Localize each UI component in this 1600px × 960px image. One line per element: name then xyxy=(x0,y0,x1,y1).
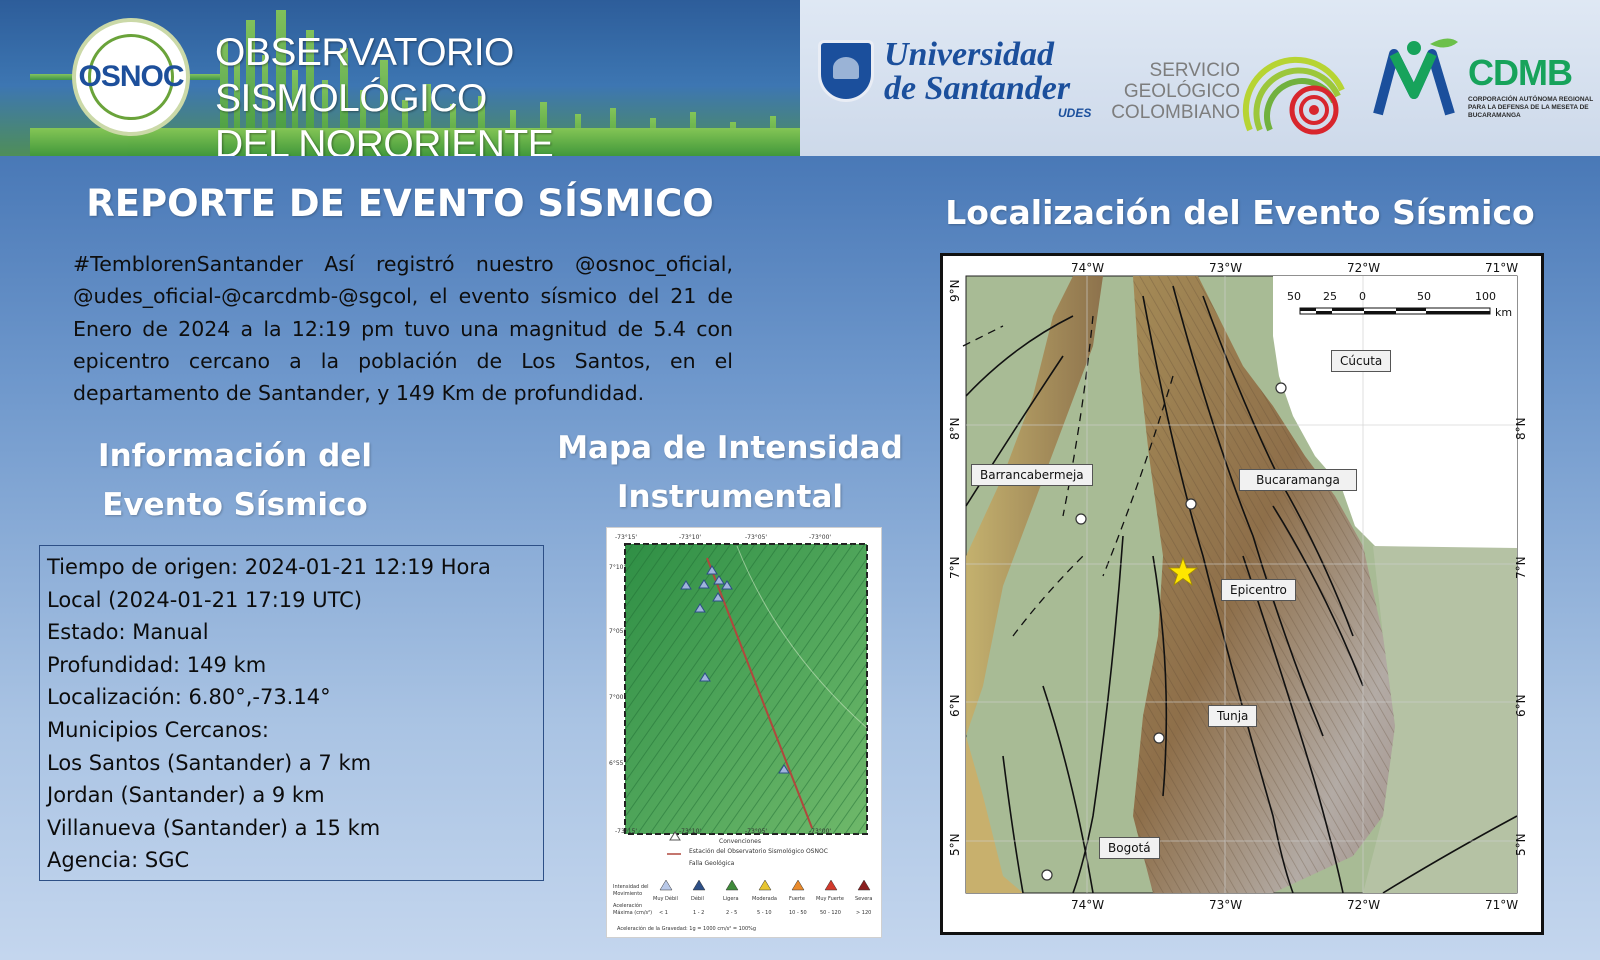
lon-label-top-71: 71°W xyxy=(1485,261,1519,275)
station-triangle-icon xyxy=(713,593,723,601)
legend-station-icon xyxy=(670,832,680,840)
info-line-villanueva: Villanueva (Santander) a 15 km xyxy=(47,815,381,840)
scale-label-50a: 50 xyxy=(1287,290,1301,303)
report-title: REPORTE DE EVENTO SÍSMICO xyxy=(86,182,714,225)
lon-label-bottom-74: 74°W xyxy=(1071,898,1105,912)
cdmb-logo xyxy=(1370,34,1594,134)
int-bottom-tick-1: -73°15' xyxy=(615,828,638,835)
lon-label-top-73: 73°W xyxy=(1209,261,1243,275)
level-triangle-ligera xyxy=(726,880,738,890)
station-triangle-icon xyxy=(699,580,709,588)
lon-label-bottom-71: 71°W xyxy=(1485,898,1519,912)
udes-shield-icon xyxy=(818,40,874,102)
lat-label-right-7: 7°N xyxy=(1514,556,1528,579)
legend-station-label: Estación del Observatorio Sismológico OSNOC xyxy=(689,848,828,855)
city-label-epicentro: Epicentro xyxy=(1221,579,1296,601)
city-label-bucaramanga: Bucaramanga xyxy=(1239,469,1357,491)
event-info-title-line2: Evento Sísmico xyxy=(102,487,368,523)
legend-intensity-row-label: Intensidad del Movimiento xyxy=(613,884,649,897)
city-label-cucuta: Cúcuta xyxy=(1331,350,1391,372)
conventions-title: Convenciones xyxy=(719,838,761,845)
lon-label-bottom-73: 73°W xyxy=(1209,898,1243,912)
lat-label-left-7: 7°N xyxy=(948,556,962,579)
level-range-5: 10 - 50 xyxy=(789,910,807,916)
station-triangle-icon xyxy=(707,566,717,574)
info-line-location: Localización: 6.80°,-73.14° xyxy=(47,685,331,710)
scale-label-25: 25 xyxy=(1323,290,1337,303)
info-line-depth: Profundidad: 149 km xyxy=(47,652,267,677)
sgc-line3: COLOMBIANO xyxy=(1111,102,1240,123)
lat-label-right-8: 8°N xyxy=(1514,417,1528,440)
info-line-los-santos: Los Santos (Santander) a 7 km xyxy=(47,750,372,775)
level-name-6: Muy Fuerte xyxy=(816,896,844,902)
legend-fault-label: Falla Geológica xyxy=(689,860,735,867)
level-triangle-fuerte xyxy=(792,880,804,890)
city-label-tunja: Tunja xyxy=(1208,705,1257,727)
city-label-barrancabermeja: Barrancabermeja xyxy=(971,464,1093,486)
info-line-agency: Agencia: SGC xyxy=(47,848,190,873)
legend-acceleration-row-label: Aceleración Máxima (cm/s²) xyxy=(613,903,653,916)
int-top-tick-3: -73°05' xyxy=(745,534,768,541)
event-info-title-line1: Información del xyxy=(98,438,372,474)
scale-label-50b: 50 xyxy=(1417,290,1431,303)
station-markers xyxy=(607,528,883,939)
osnoc-banner xyxy=(0,0,800,156)
station-triangle-icon xyxy=(700,673,710,681)
sgc-logo xyxy=(1110,40,1350,140)
lat-label-right-5: 5°N xyxy=(1514,833,1528,856)
level-name-7: Severa xyxy=(855,896,873,902)
event-description: #TemblorenSantander Así registró nuestro @osnoc_oficial, @udes_oficial-@carcdmb-@sgcol, el evento sísmico del 21 de Enero de 2024 a la 12:19 pm tuvo una magnitud de 5.4 con epicentro cercano a la población de Los Santos, en el departamento de Santander, y 149 Km de profundidad. xyxy=(73,252,733,406)
location-map xyxy=(940,253,1544,935)
udes-logo xyxy=(818,36,1098,126)
scale-label-100: 100 xyxy=(1475,290,1496,303)
location-map-title: Localización del Evento Sísmico xyxy=(945,193,1535,232)
int-left-tick-1: 7°10' xyxy=(609,564,626,571)
osnoc-logo-text: OSNOC xyxy=(78,60,184,93)
info-line-nearby-header: Municipios Cercanos: xyxy=(47,717,269,742)
station-triangle-icon xyxy=(714,576,724,584)
lat-label-right-6: 6°N xyxy=(1514,694,1528,717)
observatory-title-line1: OBSERVATORIO SISMOLÓGICO xyxy=(215,31,514,120)
lat-label-left-6: 6°N xyxy=(948,694,962,717)
osnoc-logo xyxy=(72,18,190,136)
lon-label-bottom-72: 72°W xyxy=(1347,898,1381,912)
level-range-6: 50 - 120 xyxy=(820,910,841,916)
station-triangle-icon xyxy=(681,581,691,589)
station-triangle-icon xyxy=(722,581,732,589)
scale-unit: km xyxy=(1495,306,1513,319)
intensity-map-title-line2: Instrumental xyxy=(617,479,843,515)
legend-gravity-footer: Aceleración de la Gravedad: 1g = 1000 cm/s² = 100%g xyxy=(617,926,757,932)
level-triangle-severa xyxy=(858,880,870,890)
level-triangle-muy-debil xyxy=(660,880,672,890)
level-triangle-moderada xyxy=(759,880,771,890)
lat-label-left-5: 5°N xyxy=(948,833,962,856)
intensity-map-title-line1: Mapa de Intensidad xyxy=(557,430,903,466)
udes-acronym: UDES xyxy=(1058,106,1092,120)
intensity-map xyxy=(606,527,882,938)
level-range-7: > 120 xyxy=(856,910,872,916)
level-triangle-debil xyxy=(693,880,705,890)
station-triangle-icon xyxy=(779,765,789,773)
lat-label-left-8: 8°N xyxy=(948,417,962,440)
sgc-spiral-icon xyxy=(1242,40,1352,136)
level-name-4: Moderada xyxy=(752,896,777,902)
level-range-2: 1 - 2 xyxy=(693,910,705,916)
level-range-1: < 1 xyxy=(659,910,668,916)
level-name-3: Ligera xyxy=(723,896,739,902)
cdmb-subtitle: CORPORACIÓN AUTÓNOMA REGIONAL PARA LA DEFENSA DE LA MESETA DE BUCARAMANGA xyxy=(1468,96,1594,119)
cdmb-figure-icon xyxy=(1370,34,1466,126)
info-line-utc: Local (2024-01-21 17:19 UTC) xyxy=(47,587,363,612)
city-label-bogota: Bogotá xyxy=(1099,837,1160,859)
int-bottom-tick-4: -73°00' xyxy=(809,828,832,835)
level-name-2: Débil xyxy=(691,896,704,902)
level-name-1: Muy Débil xyxy=(653,896,678,902)
sgc-line1: SERVICIO xyxy=(1149,60,1240,81)
info-line-origin-time: Tiempo de origen: 2024-01-21 12:19 Hora xyxy=(47,555,491,579)
event-info-box xyxy=(39,545,544,881)
int-top-tick-4: -73°00' xyxy=(809,534,832,541)
info-line-jordan: Jordan (Santander) a 9 km xyxy=(47,783,325,808)
cdmb-name: CDMB xyxy=(1468,52,1572,93)
udes-name-line1: Universidad xyxy=(884,36,1054,73)
level-name-5: Fuerte xyxy=(789,896,805,902)
lon-label-top-72: 72°W xyxy=(1347,261,1381,275)
level-triangle-muy-fuerte xyxy=(825,880,837,890)
int-top-tick-1: -73°15' xyxy=(615,534,638,541)
int-left-tick-4: 6°55' xyxy=(609,760,626,767)
info-line-status: Estado: Manual xyxy=(47,620,209,645)
intensity-map-title xyxy=(545,424,915,522)
level-range-4: 5 - 10 xyxy=(757,910,772,916)
int-left-tick-2: 7°05' xyxy=(609,628,626,635)
observatory-title xyxy=(215,30,795,156)
sgc-line2: GEOLÓGICO xyxy=(1123,81,1240,102)
level-range-3: 2 - 5 xyxy=(726,910,738,916)
udes-name-line2: de Santander xyxy=(884,70,1071,107)
int-top-tick-2: -73°10' xyxy=(679,534,702,541)
station-triangle-icon xyxy=(695,604,705,612)
scale-label-0: 0 xyxy=(1359,290,1366,303)
int-left-tick-3: 7°00' xyxy=(609,694,626,701)
int-bottom-tick-3: -73°05' xyxy=(745,828,768,835)
observatory-title-line2: DEL NORORIENTE xyxy=(215,123,554,156)
int-bottom-tick-2: -73°10' xyxy=(679,828,702,835)
lon-label-top-74: 74°W xyxy=(1071,261,1105,275)
header-banner xyxy=(0,0,1600,156)
event-info-title xyxy=(40,432,430,530)
lat-label-left-9: 9°N xyxy=(948,279,962,302)
